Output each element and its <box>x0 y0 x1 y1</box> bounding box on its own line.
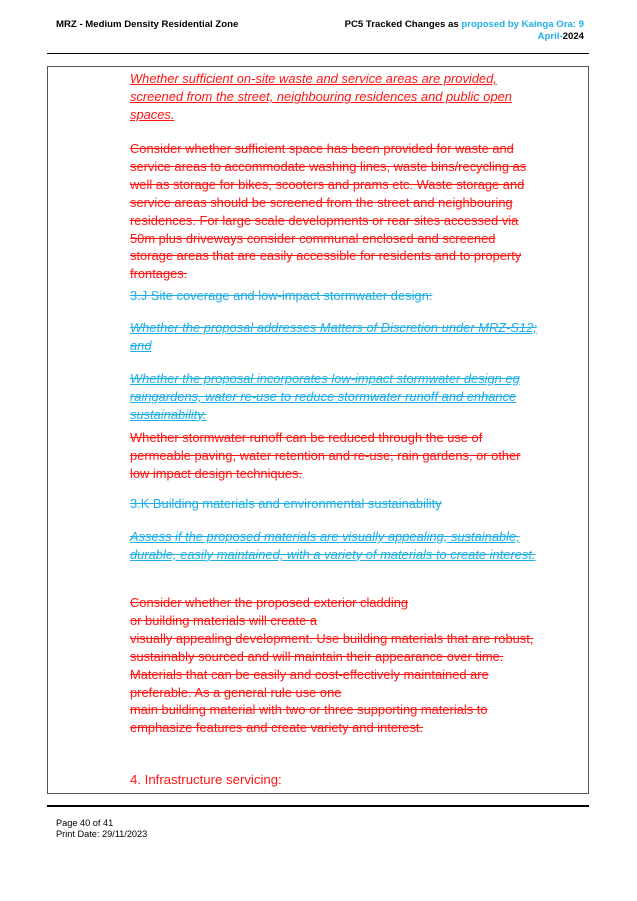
paragraph-stormwater-runoff-deleted: Whether stormwater runoff can be reduced through the use of permeable paving, water retention and re-use, rain gardens, or other low impact design techniques. <box>130 430 521 481</box>
header-prefix: PC5 Tracked Changes as <box>344 19 462 30</box>
paragraph-matters-discretion: Whether the proposal addresses Matters of Discretion under MRZ-S12; and <box>130 320 537 353</box>
heading-3k-deleted: 3.K Building materials and environmental sustainability <box>130 496 442 511</box>
header-year: 2024 <box>562 31 584 42</box>
cladding-line-3: visually appealing development. Use building materials that are robust, sustainably sourced and will maintain their appearance over time. Materials that can be easily and cost-effectively maintained are preferable. As a general rule use one <box>130 630 534 700</box>
header-inserted-date: April- <box>537 31 563 42</box>
paragraph-waste-storage-deleted: Consider whether sufficient space has been provided for waste and service areas to accommodate washing lines, waste bins/recycling as well as storage for bikes, scooters and prams etc. Waste storage and service areas should be screened from the street and neighbouring residences. For large scale developments or rear sites accessed via 50m plus driveways consider communal enclosed and screened storage areas that are easily accessible for residents and to property frontages. <box>130 141 527 282</box>
paragraph-waste-areas: Whether sufficient on-site waste and service areas are provided, screened from the street, neighbouring residences and public open spaces. <box>130 71 512 122</box>
paragraph-exterior-cladding-deleted <box>130 594 540 737</box>
header-inserted: proposed by Kainga Ora: 9 <box>461 19 584 30</box>
header-rule <box>47 53 589 54</box>
footer-rule <box>47 805 589 807</box>
heading-infrastructure-servicing: 4. Infrastructure servicing: <box>130 772 282 787</box>
footer <box>56 818 147 840</box>
paragraph-materials-assess: Assess if the proposed materials are visually appealing, sustainable, durable, easily maintained, with a variety of materials to create interest. <box>130 529 536 562</box>
cladding-line-2: or building materials will create a <box>130 612 317 628</box>
header-zone-title: MRZ - Medium Density Residential Zone <box>56 19 239 30</box>
paragraph-low-impact-stormwater: Whether the proposal incorporates low-impact stormwater design eg raingardens, water re-use to reduce stormwater runoff and enhance sustainability. <box>130 371 520 422</box>
cladding-line-1: Consider whether the proposed exterior cladding <box>130 595 409 610</box>
heading-3j-deleted: 3.J Site coverage and low-impact stormwater design: <box>130 288 433 303</box>
cladding-line-4: main building material with two or three supporting materials to emphasize features and create variety and interest. <box>130 702 488 736</box>
print-date: Print Date: 29/11/2023 <box>56 829 148 839</box>
page-number: Page 40 of 41 <box>56 818 114 828</box>
header-tracked-changes <box>345 19 584 43</box>
